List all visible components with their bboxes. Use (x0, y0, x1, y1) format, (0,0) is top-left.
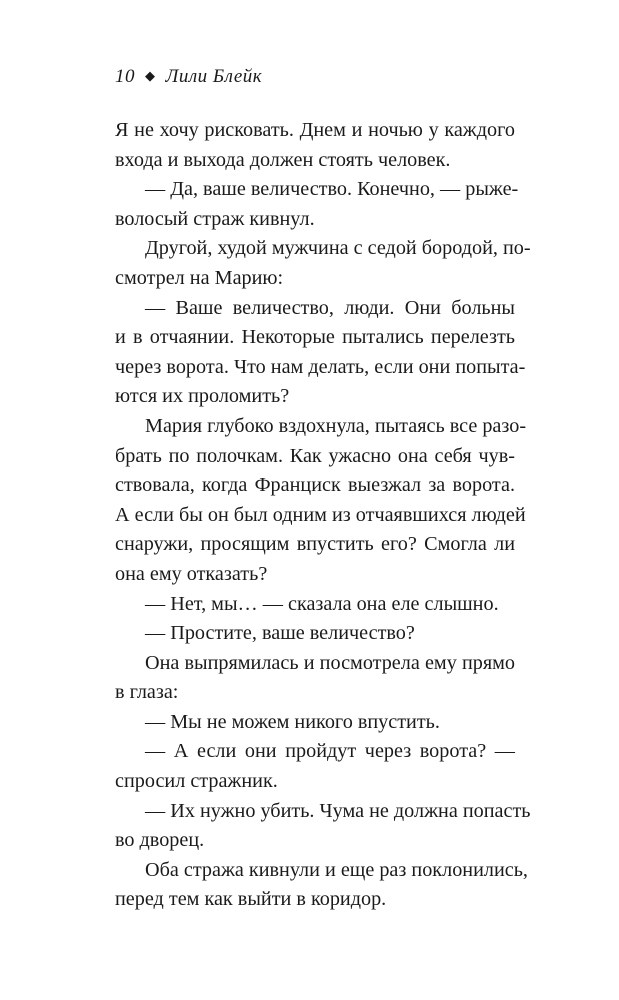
text-line: спросил стражник. (115, 770, 278, 793)
text-line: в глаза: (115, 681, 179, 704)
text-line: ствовала, когда Франциск выезжал за ворота. (115, 474, 515, 497)
text-line: Оба стража кивнули и еще раз поклонились, (145, 858, 528, 881)
text-line: — Мы не можем никого впустить. (145, 710, 440, 733)
text-line: — Их нужно убить. Чума не должна попасть (145, 799, 531, 822)
text-line: брать по полочкам. Как ужасно она себя чув- (115, 444, 515, 467)
text-line: — Да, ваше величество. Конечно, — рыже- (145, 178, 519, 201)
text-line: перед тем как выйти в коридор. (115, 888, 387, 911)
text-line: Другой, худой мужчина с седой бородой, по- (145, 237, 531, 260)
text-line: смотрел на Марию: (115, 266, 284, 289)
separator-diamond-icon: ◆ (145, 68, 156, 83)
text-line: входа и выхода должен стоять человек. (115, 148, 451, 171)
author-name: Лили Блейк (165, 66, 263, 87)
body-text (115, 116, 531, 915)
text-line: снаружи, просящим впустить его? Смогла ли (115, 533, 515, 556)
text-line: Мария глубоко вздохнула, пытаясь все разо- (145, 414, 527, 437)
text-line: А если бы он был одним из отчаявшихся людей (115, 503, 526, 526)
text-line: волосый страж кивнул. (115, 207, 315, 230)
text-line: через ворота. Что нам делать, если они попыта- (115, 355, 526, 378)
text-line: она ему отказать? (115, 562, 268, 585)
text-line: во дворец. (115, 829, 205, 852)
text-line: — А если они пройдут через ворота? — (145, 740, 515, 763)
text-line: ются их проломить? (115, 385, 290, 408)
text-line: и в отчаянии. Некоторые пытались перелезть (115, 326, 515, 349)
running-head (115, 66, 262, 88)
text-line: Я не хочу рисковать. Днем и ночью у каждого (115, 119, 515, 141)
text-line: Она выпрямилась и посмотрела ему прямо (145, 651, 515, 674)
text-line: — Нет, мы… — сказала она еле слышно. (145, 592, 499, 615)
page-number: 10 (115, 66, 135, 87)
text-line: — Ваше величество, люди. Они больны (145, 296, 515, 319)
text-line: — Простите, ваше величество? (145, 622, 415, 645)
